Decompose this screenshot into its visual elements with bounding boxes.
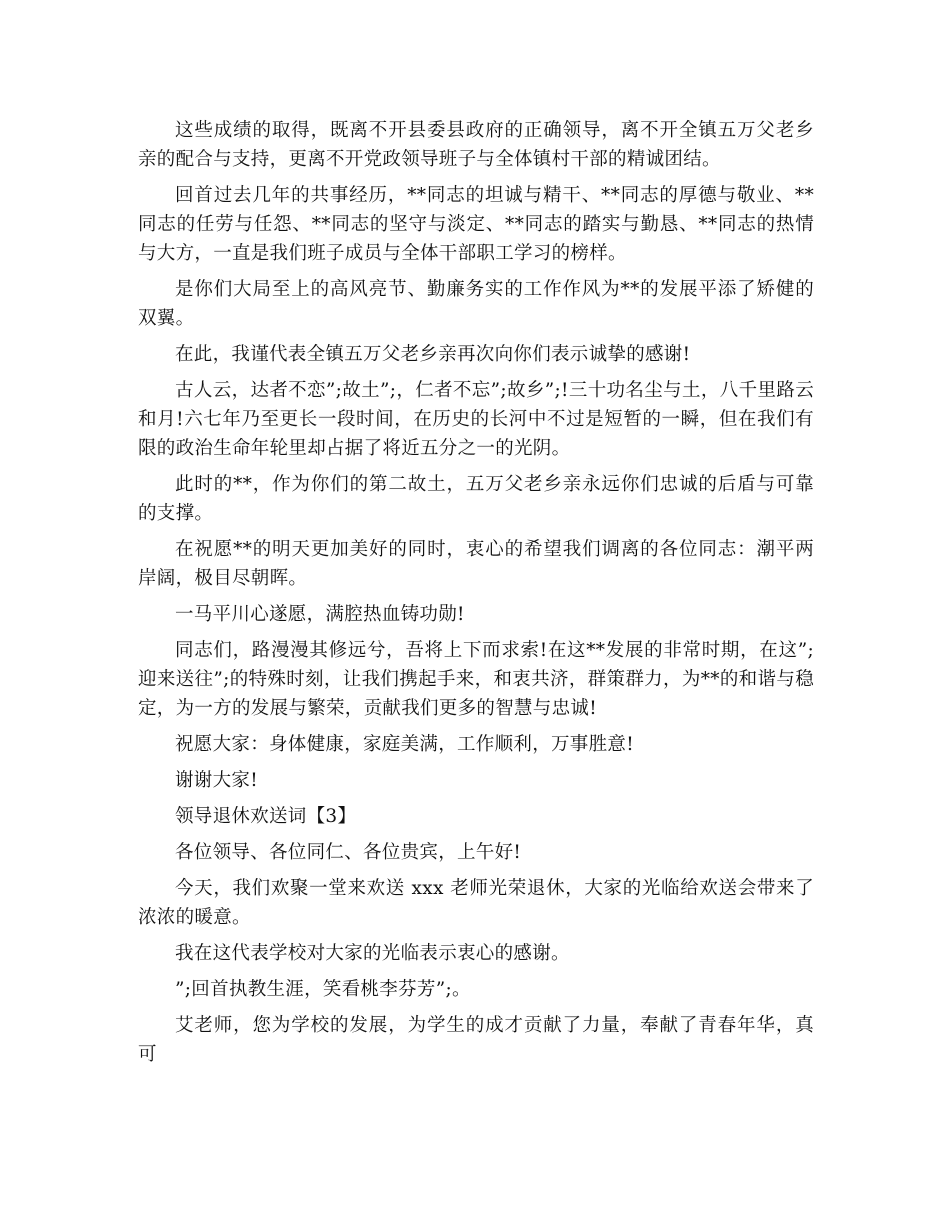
- paragraph: 在祝愿**的明天更加美好的同时，衷心的希望我们调离的各位同志：潮平两岸阔，极目尽朝晖。: [138, 539, 814, 589]
- paragraph: 回首过去几年的共事经历，**同志的坦诚与精干、**同志的厚德与敬业、**同志的任劳与任怨、**同志的坚守与淡定、**同志的踏实与勤恳、**同志的热情与大方，一直是我们班子成员与全体干部职工学习的榜样。: [138, 185, 814, 264]
- document-body: [138, 116, 814, 1076]
- paragraph: 古人云，达者不恋”;故土”;，仁者不忘”;故乡”;!三十功名尘与土，八千里路云和月!六七年乃至更长一段时间，在历史的长河中不过是短暂的一瞬，但在我们有限的政治生命年轮里却占据了将近五分之一的光阴。: [138, 380, 814, 459]
- paragraph: 是你们大局至上的高风亮节、勤廉务实的工作作风为**的发展平添了矫健的双翼。: [138, 279, 814, 329]
- paragraph: 各位领导、各位同仁、各位贵宾，上午好!: [175, 842, 522, 863]
- paragraph: 我在这代表学校对大家的光临表示衷心的感谢。: [175, 943, 570, 964]
- paragraph: 同志们，路漫漫其修远兮，吾将上下而求索!在这**发展的非常时期，在这”;迎来送往”;的特殊时刻，让我们携起手来，和衷共济，群策群力，为**的和谐与稳定，为一方的发展与繁荣，贡献我们更多的智慧与忠诚!: [138, 640, 814, 719]
- paragraph: 祝愿大家：身体健康，家庭美满，工作顺利，万事胜意!: [175, 734, 634, 755]
- paragraph: 在此，我谨代表全镇五万父老乡亲再次向你们表示诚挚的感谢!: [175, 344, 691, 365]
- paragraph: 艾老师，您为学校的发展，为学生的成才贡献了力量，奉献了青春年华，真可: [138, 1015, 814, 1065]
- paragraph: 谢谢大家!: [175, 770, 258, 791]
- section-heading: 领导退休欢送词【3】: [175, 806, 357, 827]
- paragraph: ”;回首执教生涯，笑看桃李芬芳”;。: [175, 979, 471, 1000]
- paragraph: 一马平川心遂愿，满腔热血铸功勋!: [175, 604, 465, 625]
- paragraph: 这些成绩的取得，既离不开县委县政府的正确领导，离不开全镇五万父老乡亲的配合与支持，更离不开党政领导班子与全体镇村干部的精诚团结。: [138, 120, 814, 170]
- paragraph: 此时的**，作为你们的第二故土，五万父老乡亲永远你们忠诚的后盾与可靠的支撑。: [138, 474, 814, 524]
- paragraph: 今天，我们欢聚一堂来欢送 xxx 老师光荣退休，大家的光临给欢送会带来了浓浓的暖意。: [138, 878, 814, 928]
